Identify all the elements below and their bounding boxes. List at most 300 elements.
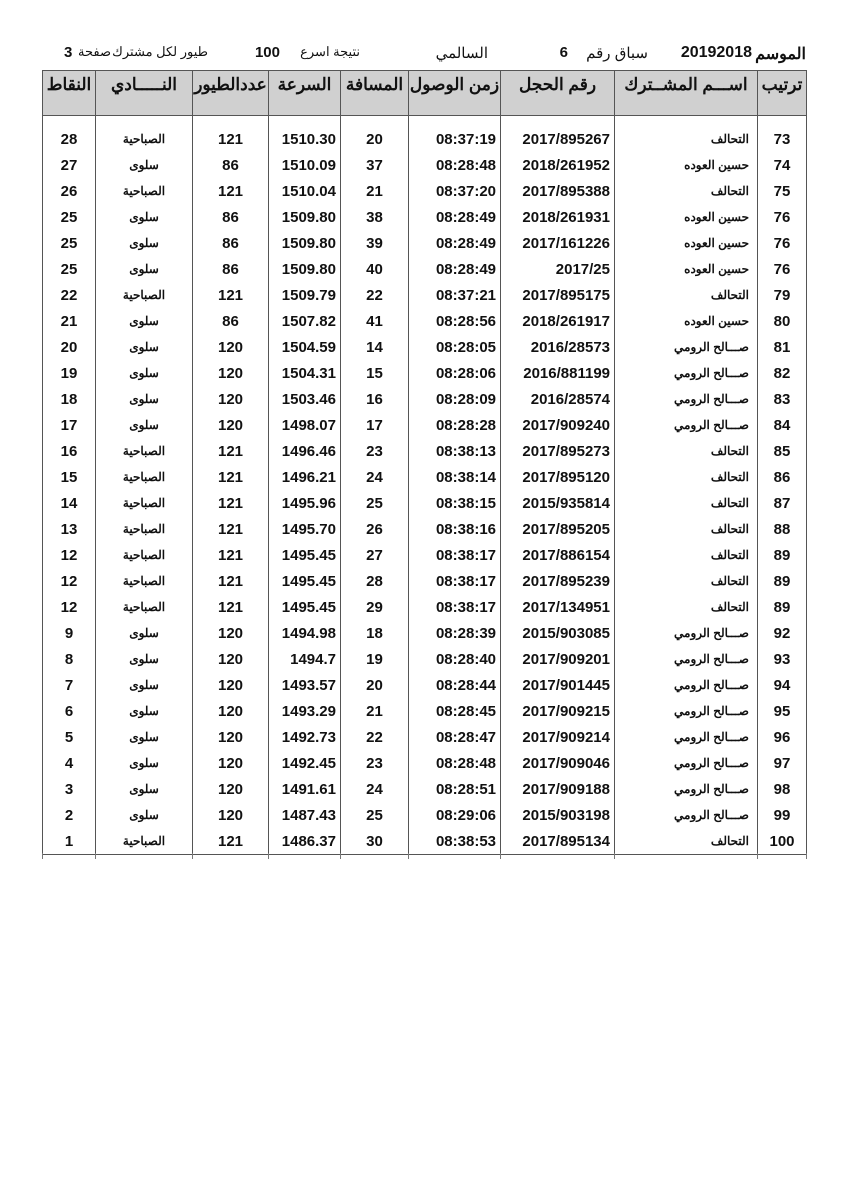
cell-arrival-time: 08:28:44 (409, 672, 501, 698)
cell-rank: 96 (758, 724, 807, 750)
cell-club: الصباحية (96, 490, 193, 516)
cell-rank: 74 (758, 152, 807, 178)
table-row (43, 308, 807, 334)
cell-arrival-time: 08:28:40 (409, 646, 501, 672)
cell-distance: 23 (341, 750, 409, 776)
cell-arrival-time: 08:29:06 (409, 802, 501, 828)
cell-distance: 17 (341, 412, 409, 438)
cell-points: 6 (43, 698, 96, 724)
cell-ring-number: 2017/25 (501, 256, 615, 282)
grid-tick (340, 853, 341, 859)
table-row (43, 204, 807, 230)
cell-rank: 85 (758, 438, 807, 464)
column-header-rank: ترتيب (758, 71, 807, 116)
cell-points: 25 (43, 204, 96, 230)
cell-member-name: صـــالح الرومي (615, 646, 758, 672)
cell-ring-number: 2017/901445 (501, 672, 615, 698)
cell-rank: 76 (758, 204, 807, 230)
cell-rank: 73 (758, 116, 807, 153)
cell-bird-count: 121 (193, 464, 269, 490)
cell-bird-count: 121 (193, 568, 269, 594)
cell-rank: 84 (758, 412, 807, 438)
cell-member-name: صـــالح الرومي (615, 386, 758, 412)
cell-bird-count: 121 (193, 116, 269, 153)
cell-rank: 99 (758, 802, 807, 828)
cell-ring-number: 2015/903085 (501, 620, 615, 646)
cell-ring-number: 2015/935814 (501, 490, 615, 516)
cell-member-name: التحالف (615, 116, 758, 153)
cell-arrival-time: 08:38:13 (409, 438, 501, 464)
cell-rank: 97 (758, 750, 807, 776)
cell-club: سلوى (96, 698, 193, 724)
table-row (43, 230, 807, 256)
cell-member-name: التحالف (615, 282, 758, 308)
cell-distance: 21 (341, 178, 409, 204)
cell-arrival-time: 08:28:56 (409, 308, 501, 334)
cell-club: سلوى (96, 646, 193, 672)
cell-member-name: التحالف (615, 438, 758, 464)
cell-distance: 16 (341, 386, 409, 412)
cell-member-name: صـــالح الرومي (615, 750, 758, 776)
grid-tick (42, 853, 43, 859)
cell-arrival-time: 08:38:17 (409, 594, 501, 620)
cell-ring-number: 2017/895134 (501, 828, 615, 855)
grid-tick (408, 853, 409, 859)
cell-arrival-time: 08:38:16 (409, 516, 501, 542)
cell-member-name: التحالف (615, 594, 758, 620)
cell-ring-number: 2017/895267 (501, 116, 615, 153)
cell-member-name: التحالف (615, 828, 758, 855)
cell-club: سلوى (96, 802, 193, 828)
cell-arrival-time: 08:28:48 (409, 152, 501, 178)
cell-ring-number: 2017/895175 (501, 282, 615, 308)
cell-ring-number: 2016/881199 (501, 360, 615, 386)
cell-distance: 28 (341, 568, 409, 594)
cell-speed: 1494.98 (269, 620, 341, 646)
cell-speed: 1493.57 (269, 672, 341, 698)
cell-distance: 20 (341, 672, 409, 698)
cell-ring-number: 2017/909240 (501, 412, 615, 438)
result-label: نتيجة اسرع (300, 44, 360, 59)
table-row (43, 282, 807, 308)
cell-bird-count: 121 (193, 594, 269, 620)
race-location: السالمي (435, 45, 488, 62)
table-row (43, 152, 807, 178)
cell-arrival-time: 08:38:53 (409, 828, 501, 855)
cell-points: 16 (43, 438, 96, 464)
table-row (43, 178, 807, 204)
cell-club: سلوى (96, 776, 193, 802)
cell-points: 25 (43, 230, 96, 256)
cell-points: 8 (43, 646, 96, 672)
cell-club: سلوى (96, 334, 193, 360)
cell-speed: 1510.09 (269, 152, 341, 178)
cell-speed: 1493.29 (269, 698, 341, 724)
table-row (43, 412, 807, 438)
cell-club: الصباحية (96, 282, 193, 308)
cell-bird-count: 86 (193, 230, 269, 256)
cell-rank: 79 (758, 282, 807, 308)
cell-distance: 22 (341, 282, 409, 308)
column-header-bird-count: عددالطيور (193, 71, 269, 116)
cell-bird-count: 121 (193, 438, 269, 464)
cell-distance: 19 (341, 646, 409, 672)
cell-rank: 83 (758, 386, 807, 412)
cell-distance: 39 (341, 230, 409, 256)
cell-member-name: صـــالح الرومي (615, 334, 758, 360)
cell-bird-count: 120 (193, 386, 269, 412)
table-header-row (43, 71, 807, 116)
cell-distance: 30 (341, 828, 409, 855)
cell-ring-number: 2018/261952 (501, 152, 615, 178)
cell-distance: 22 (341, 724, 409, 750)
cell-bird-count: 120 (193, 646, 269, 672)
cell-bird-count: 121 (193, 178, 269, 204)
cell-bird-count: 86 (193, 256, 269, 282)
cell-ring-number: 2015/903198 (501, 802, 615, 828)
cell-rank: 93 (758, 646, 807, 672)
column-header-distance: المسافة (341, 71, 409, 116)
grid-tick (95, 853, 96, 859)
table-row (43, 750, 807, 776)
cell-bird-count: 120 (193, 802, 269, 828)
cell-rank: 100 (758, 828, 807, 855)
table-row (43, 438, 807, 464)
cell-speed: 1504.31 (269, 360, 341, 386)
cell-points: 25 (43, 256, 96, 282)
cell-member-name: التحالف (615, 542, 758, 568)
cell-club: الصباحية (96, 438, 193, 464)
cell-points: 13 (43, 516, 96, 542)
table-row (43, 776, 807, 802)
cell-points: 18 (43, 386, 96, 412)
cell-member-name: التحالف (615, 490, 758, 516)
grid-tick (614, 853, 615, 859)
cell-arrival-time: 08:28:48 (409, 750, 501, 776)
table-row (43, 568, 807, 594)
results-table (42, 70, 807, 855)
table-row (43, 672, 807, 698)
cell-ring-number: 2016/28573 (501, 334, 615, 360)
cell-bird-count: 86 (193, 308, 269, 334)
cell-ring-number: 2017/134951 (501, 594, 615, 620)
cell-arrival-time: 08:28:49 (409, 230, 501, 256)
cell-ring-number: 2016/28574 (501, 386, 615, 412)
cell-rank: 86 (758, 464, 807, 490)
cell-bird-count: 120 (193, 412, 269, 438)
cell-speed: 1498.07 (269, 412, 341, 438)
cell-ring-number: 2017/909215 (501, 698, 615, 724)
cell-points: 21 (43, 308, 96, 334)
cell-ring-number: 2017/895205 (501, 516, 615, 542)
table-row (43, 802, 807, 828)
cell-club: الصباحية (96, 828, 193, 855)
cell-speed: 1507.82 (269, 308, 341, 334)
cell-arrival-time: 08:28:06 (409, 360, 501, 386)
cell-distance: 29 (341, 594, 409, 620)
cell-member-name: التحالف (615, 516, 758, 542)
cell-distance: 38 (341, 204, 409, 230)
table-row (43, 490, 807, 516)
cell-club: الصباحية (96, 464, 193, 490)
cell-ring-number: 2017/886154 (501, 542, 615, 568)
cell-speed: 1495.96 (269, 490, 341, 516)
grid-tick (806, 853, 807, 859)
cell-distance: 26 (341, 516, 409, 542)
cell-distance: 25 (341, 490, 409, 516)
cell-bird-count: 121 (193, 282, 269, 308)
table-row (43, 620, 807, 646)
cell-arrival-time: 08:28:49 (409, 256, 501, 282)
column-header-arrival-time: زمن الوصول (409, 71, 501, 116)
cell-member-name: حسين العوده (615, 230, 758, 256)
table-row (43, 256, 807, 282)
cell-rank: 89 (758, 568, 807, 594)
cell-rank: 82 (758, 360, 807, 386)
cell-ring-number: 2017/909201 (501, 646, 615, 672)
cell-bird-count: 120 (193, 360, 269, 386)
cell-arrival-time: 08:37:21 (409, 282, 501, 308)
cell-member-name: صـــالح الرومي (615, 360, 758, 386)
cell-rank: 87 (758, 490, 807, 516)
cell-club: الصباحية (96, 516, 193, 542)
cell-bird-count: 120 (193, 672, 269, 698)
fastest-count: 100 (254, 44, 280, 61)
cell-points: 17 (43, 412, 96, 438)
cell-points: 4 (43, 750, 96, 776)
cell-rank: 76 (758, 256, 807, 282)
grid-tick (268, 853, 269, 859)
cell-distance: 23 (341, 438, 409, 464)
cell-points: 7 (43, 672, 96, 698)
cell-distance: 25 (341, 802, 409, 828)
cell-speed: 1509.80 (269, 256, 341, 282)
grid-tick (757, 853, 758, 859)
cell-speed: 1494.7 (269, 646, 341, 672)
cell-speed: 1503.46 (269, 386, 341, 412)
cell-member-name: صـــالح الرومي (615, 802, 758, 828)
cell-club: الصباحية (96, 594, 193, 620)
cell-club: الصباحية (96, 178, 193, 204)
cell-points: 20 (43, 334, 96, 360)
cell-speed: 1495.70 (269, 516, 341, 542)
cell-member-name: حسين العوده (615, 308, 758, 334)
cell-club: سلوى (96, 724, 193, 750)
cell-rank: 89 (758, 542, 807, 568)
cell-points: 22 (43, 282, 96, 308)
cell-points: 15 (43, 464, 96, 490)
table-row (43, 698, 807, 724)
cell-club: سلوى (96, 308, 193, 334)
cell-speed: 1510.04 (269, 178, 341, 204)
grid-tick (500, 853, 501, 859)
cell-bird-count: 121 (193, 828, 269, 855)
race-label: سباق رقم (586, 45, 648, 62)
cell-arrival-time: 08:28:47 (409, 724, 501, 750)
table-row (43, 646, 807, 672)
cell-distance: 40 (341, 256, 409, 282)
cell-speed: 1495.45 (269, 568, 341, 594)
column-header-club: النـــــادي (96, 71, 193, 116)
cell-member-name: صـــالح الرومي (615, 620, 758, 646)
cell-club: الصباحية (96, 568, 193, 594)
cell-points: 5 (43, 724, 96, 750)
cell-speed: 1491.61 (269, 776, 341, 802)
cell-ring-number: 2017/909188 (501, 776, 615, 802)
cell-speed: 1486.37 (269, 828, 341, 855)
table-row (43, 386, 807, 412)
cell-rank: 94 (758, 672, 807, 698)
column-header-member-name: اســـم المشــترك (615, 71, 758, 116)
cell-member-name: التحالف (615, 568, 758, 594)
cell-club: سلوى (96, 256, 193, 282)
cell-member-name: صـــالح الرومي (615, 724, 758, 750)
cell-distance: 21 (341, 698, 409, 724)
cell-points: 19 (43, 360, 96, 386)
cell-bird-count: 120 (193, 776, 269, 802)
cell-arrival-time: 08:38:17 (409, 568, 501, 594)
cell-rank: 81 (758, 334, 807, 360)
cell-points: 9 (43, 620, 96, 646)
cell-bird-count: 86 (193, 152, 269, 178)
cell-bird-count: 120 (193, 698, 269, 724)
cell-speed: 1495.45 (269, 594, 341, 620)
table-row (43, 116, 807, 153)
cell-points: 3 (43, 776, 96, 802)
cell-points: 2 (43, 802, 96, 828)
cell-points: 1 (43, 828, 96, 855)
cell-ring-number: 2018/261917 (501, 308, 615, 334)
cell-distance: 41 (341, 308, 409, 334)
table-row (43, 724, 807, 750)
cell-arrival-time: 08:38:15 (409, 490, 501, 516)
cell-distance: 24 (341, 464, 409, 490)
cell-distance: 15 (341, 360, 409, 386)
cell-member-name: التحالف (615, 464, 758, 490)
table-row (43, 516, 807, 542)
cell-rank: 88 (758, 516, 807, 542)
cell-distance: 37 (341, 152, 409, 178)
table-row (43, 464, 807, 490)
cell-club: سلوى (96, 204, 193, 230)
cell-speed: 1495.45 (269, 542, 341, 568)
cell-member-name: حسين العوده (615, 256, 758, 282)
cell-ring-number: 2018/261931 (501, 204, 615, 230)
cell-member-name: صـــالح الرومي (615, 776, 758, 802)
cell-speed: 1509.80 (269, 204, 341, 230)
cell-rank: 75 (758, 178, 807, 204)
table-row (43, 594, 807, 620)
cell-points: 28 (43, 116, 96, 153)
cell-rank: 80 (758, 308, 807, 334)
cell-arrival-time: 08:37:19 (409, 116, 501, 153)
cell-club: سلوى (96, 672, 193, 698)
cell-speed: 1509.79 (269, 282, 341, 308)
cell-points: 12 (43, 568, 96, 594)
birds-per-member-label: طيور لكل مشترك (112, 44, 208, 59)
cell-arrival-time: 08:28:05 (409, 334, 501, 360)
cell-rank: 76 (758, 230, 807, 256)
cell-speed: 1509.80 (269, 230, 341, 256)
cell-club: الصباحية (96, 116, 193, 153)
cell-club: سلوى (96, 360, 193, 386)
cell-ring-number: 2017/909046 (501, 750, 615, 776)
cell-points: 12 (43, 542, 96, 568)
cell-bird-count: 120 (193, 334, 269, 360)
table-row (43, 542, 807, 568)
column-header-points: النقاط (43, 71, 96, 116)
cell-member-name: التحالف (615, 178, 758, 204)
cell-ring-number: 2017/895239 (501, 568, 615, 594)
cell-arrival-time: 08:28:39 (409, 620, 501, 646)
cell-rank: 95 (758, 698, 807, 724)
cell-club: سلوى (96, 152, 193, 178)
season-label: الموسم (755, 46, 806, 63)
cell-ring-number: 2017/895388 (501, 178, 615, 204)
cell-ring-number: 2017/895273 (501, 438, 615, 464)
table-row (43, 334, 807, 360)
cell-speed: 1487.43 (269, 802, 341, 828)
cell-distance: 24 (341, 776, 409, 802)
cell-arrival-time: 08:28:51 (409, 776, 501, 802)
cell-bird-count: 121 (193, 516, 269, 542)
cell-speed: 1504.59 (269, 334, 341, 360)
cell-member-name: صـــالح الرومي (615, 698, 758, 724)
cell-bird-count: 121 (193, 542, 269, 568)
cell-arrival-time: 08:28:28 (409, 412, 501, 438)
cell-points: 26 (43, 178, 96, 204)
cell-arrival-time: 08:28:09 (409, 386, 501, 412)
cell-arrival-time: 08:37:20 (409, 178, 501, 204)
cell-club: الصباحية (96, 542, 193, 568)
race-number: 6 (559, 44, 568, 61)
cell-club: سلوى (96, 386, 193, 412)
cell-distance: 18 (341, 620, 409, 646)
cell-club: سلوى (96, 412, 193, 438)
cell-club: سلوى (96, 620, 193, 646)
cell-speed: 1510.30 (269, 116, 341, 153)
cell-distance: 20 (341, 116, 409, 153)
table-row (43, 828, 807, 855)
cell-bird-count: 120 (193, 750, 269, 776)
cell-speed: 1496.21 (269, 464, 341, 490)
cell-member-name: حسين العوده (615, 152, 758, 178)
cell-arrival-time: 08:28:45 (409, 698, 501, 724)
cell-ring-number: 2017/161226 (501, 230, 615, 256)
season-value: 20192018 (680, 44, 752, 61)
cell-club: سلوى (96, 230, 193, 256)
cell-points: 14 (43, 490, 96, 516)
cell-ring-number: 2017/909214 (501, 724, 615, 750)
cell-member-name: صـــالح الرومي (615, 412, 758, 438)
cell-member-name: حسين العوده (615, 204, 758, 230)
page-label: صفحة (78, 44, 111, 59)
cell-points: 12 (43, 594, 96, 620)
cell-bird-count: 86 (193, 204, 269, 230)
table-row (43, 360, 807, 386)
cell-distance: 14 (341, 334, 409, 360)
cell-arrival-time: 08:38:17 (409, 542, 501, 568)
cell-club: سلوى (96, 750, 193, 776)
cell-speed: 1492.73 (269, 724, 341, 750)
cell-bird-count: 120 (193, 724, 269, 750)
cell-arrival-time: 08:28:49 (409, 204, 501, 230)
cell-speed: 1492.45 (269, 750, 341, 776)
grid-tick (192, 853, 193, 859)
cell-rank: 92 (758, 620, 807, 646)
cell-member-name: صـــالح الرومي (615, 672, 758, 698)
column-header-speed: السرعة (269, 71, 341, 116)
